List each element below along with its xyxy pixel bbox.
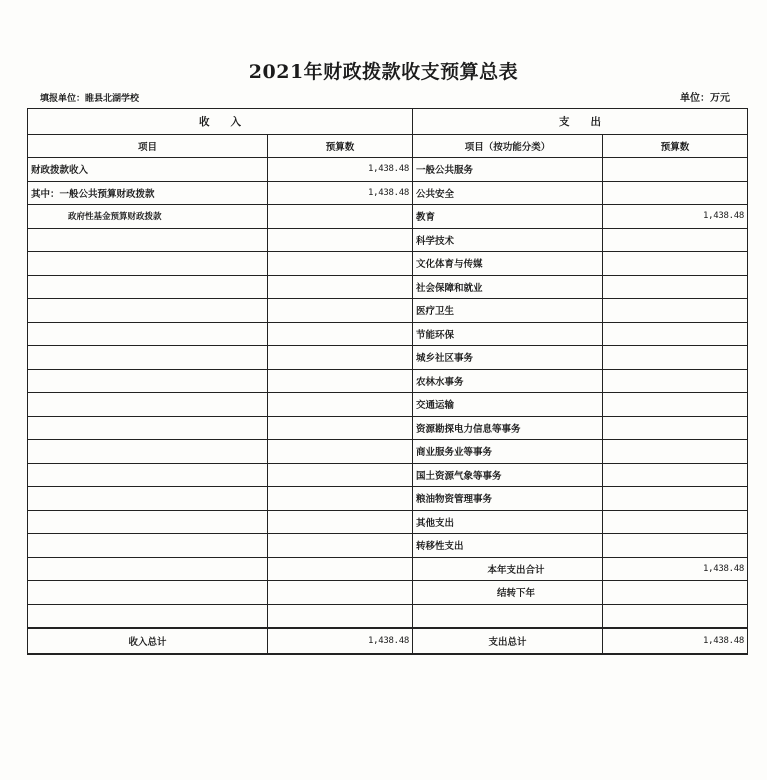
expense-amount-cell (603, 322, 748, 346)
table-row (28, 510, 748, 534)
table-row (28, 205, 748, 229)
table-row (28, 322, 748, 346)
income-item-cell (28, 322, 268, 346)
table-row (28, 534, 748, 558)
income-amount-cell (268, 604, 413, 628)
income-item-cell (28, 440, 268, 464)
expense-item-cell: 文化体育与传媒 (413, 252, 603, 276)
expense-item-cell: 本年支出合计 (413, 557, 603, 581)
income-amount-header: 预算数 (268, 135, 413, 158)
page-title: 2021年财政拨款收支预算总表 (248, 61, 519, 83)
expense-item-cell: 节能环保 (413, 322, 603, 346)
expense-item-cell: 其他支出 (413, 510, 603, 534)
income-item-cell (28, 252, 268, 276)
unit-label: 单位：万元 (680, 93, 730, 104)
filing-unit: 填报单位：睢县北湖学校 (40, 94, 140, 104)
income-item-cell (28, 369, 268, 393)
expense-amount-cell (603, 275, 748, 299)
table-row (28, 346, 748, 370)
table-row (28, 416, 748, 440)
income-amount-cell (268, 510, 413, 534)
expense-item-cell: 科学技术 (413, 228, 603, 252)
income-item-cell: 财政拨款收入 (28, 158, 268, 182)
expense-amount-cell (603, 181, 748, 205)
expense-item-cell: 国土资源气象等事务 (413, 463, 603, 487)
expense-item-cell: 结转下年 (413, 581, 603, 605)
income-amount-cell (268, 487, 413, 511)
table-row (28, 299, 748, 323)
income-item-cell (28, 463, 268, 487)
income-item-cell (28, 557, 268, 581)
table-row (28, 604, 748, 628)
table-row (28, 275, 748, 299)
expense-amount-header: 预算数 (603, 135, 748, 158)
expense-item-cell: 转移性支出 (413, 534, 603, 558)
expense-item-cell: 城乡社区事务 (413, 346, 603, 370)
expense-item-cell: 公共安全 (413, 181, 603, 205)
income-item-cell: 政府性基金预算财政拨款 (28, 205, 268, 229)
table-row (28, 393, 748, 417)
expense-amount-cell (603, 581, 748, 605)
income-amount-cell (268, 416, 413, 440)
expense-total-amount: 1,438.48 (603, 628, 748, 654)
expense-item-header: 项目（按功能分类） (413, 135, 603, 158)
income-amount-cell (268, 252, 413, 276)
income-item-cell (28, 510, 268, 534)
income-amount-cell (268, 557, 413, 581)
column-header-row (28, 135, 748, 158)
income-item-cell (28, 228, 268, 252)
table-row (28, 557, 748, 581)
expense-item-cell: 医疗卫生 (413, 299, 603, 323)
expense-item-cell (413, 604, 603, 628)
income-amount-cell (268, 369, 413, 393)
income-item-cell (28, 393, 268, 417)
income-amount-cell (268, 275, 413, 299)
expense-item-cell: 社会保障和就业 (413, 275, 603, 299)
income-amount-cell (268, 534, 413, 558)
table-row (28, 181, 748, 205)
income-amount-cell (268, 228, 413, 252)
expense-amount-cell (603, 604, 748, 628)
expense-amount-cell (603, 510, 748, 534)
income-item-cell (28, 581, 268, 605)
expense-amount-cell (603, 534, 748, 558)
table-row (28, 487, 748, 511)
income-amount-cell (268, 440, 413, 464)
totals-row (28, 628, 748, 654)
income-amount-cell (268, 393, 413, 417)
expense-amount-cell (603, 252, 748, 276)
income-total-amount: 1,438.48 (268, 628, 413, 654)
expense-amount-cell (603, 158, 748, 182)
table-row (28, 581, 748, 605)
income-item-cell: 其中：一般公共预算财政拨款 (28, 181, 268, 205)
expense-amount-cell (603, 228, 748, 252)
expense-item-cell: 商业服务业等事务 (413, 440, 603, 464)
expense-total-label: 支出总计 (413, 628, 603, 654)
expense-item-cell: 交通运输 (413, 393, 603, 417)
expense-amount-cell (603, 393, 748, 417)
table-row (28, 369, 748, 393)
expense-item-cell: 农林水事务 (413, 369, 603, 393)
expense-amount-cell (603, 463, 748, 487)
income-amount-cell (268, 299, 413, 323)
expense-amount-cell (603, 299, 748, 323)
table-row (28, 440, 748, 464)
table-row (28, 228, 748, 252)
expense-amount-cell (603, 416, 748, 440)
section-header-row (28, 109, 748, 135)
income-item-header: 项目 (28, 135, 268, 158)
expense-section-header: 支 出 (413, 109, 748, 135)
expense-amount-cell: 1,438.48 (603, 205, 748, 229)
income-amount-cell (268, 463, 413, 487)
expense-item-cell: 粮油物资管理事务 (413, 487, 603, 511)
income-amount-cell (268, 205, 413, 229)
expense-item-cell: 教育 (413, 205, 603, 229)
income-item-cell (28, 416, 268, 440)
income-item-cell (28, 299, 268, 323)
income-amount-cell: 1,438.48 (268, 181, 413, 205)
income-item-cell (28, 275, 268, 299)
income-item-cell (28, 487, 268, 511)
income-item-cell (28, 346, 268, 370)
expense-amount-cell (603, 346, 748, 370)
table-row (28, 158, 748, 182)
expense-item-cell: 一般公共服务 (413, 158, 603, 182)
income-total-label: 收入总计 (28, 628, 268, 654)
income-amount-cell (268, 346, 413, 370)
expense-amount-cell (603, 440, 748, 464)
income-amount-cell: 1,438.48 (268, 158, 413, 182)
table-row (28, 252, 748, 276)
expense-amount-cell: 1,438.48 (603, 557, 748, 581)
expense-item-cell: 资源勘探电力信息等事务 (413, 416, 603, 440)
expense-amount-cell (603, 369, 748, 393)
income-section-header: 收 入 (28, 109, 413, 135)
expense-amount-cell (603, 487, 748, 511)
table-row (28, 463, 748, 487)
income-item-cell (28, 604, 268, 628)
income-item-cell (28, 534, 268, 558)
budget-table (27, 108, 748, 655)
income-amount-cell (268, 581, 413, 605)
income-amount-cell (268, 322, 413, 346)
